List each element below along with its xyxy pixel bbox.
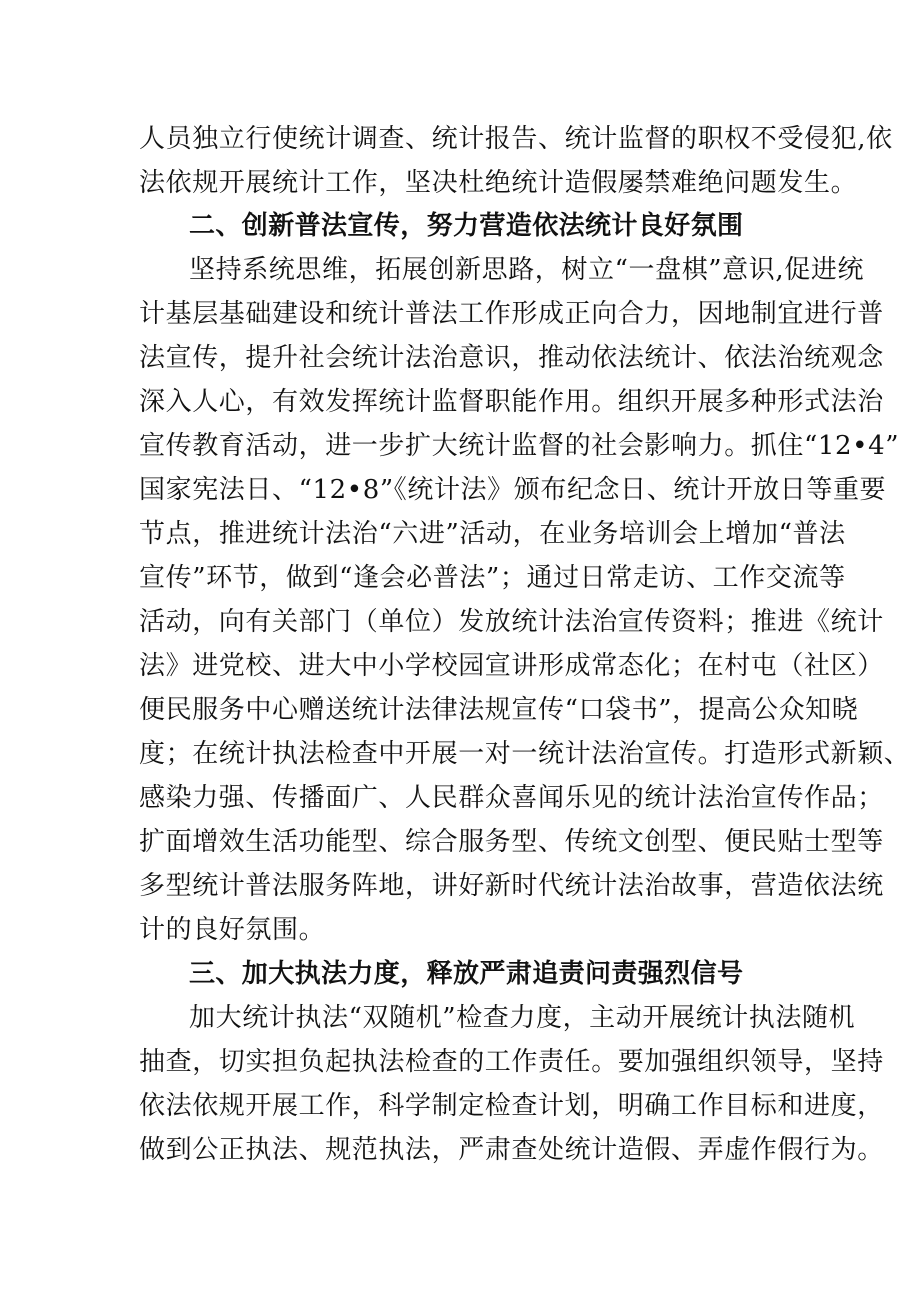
paragraph-line: 做到公正执法、规范执法，严肃查处统计造假、弄虚作假行为。	[139, 1135, 884, 1165]
paragraph-line: 法宣传，提升社会统计法治意识，推动依法统计、依法治统观念	[139, 343, 884, 373]
paragraph-line: 法依规开展统计工作，坚决杜绝统计造假屡禁难绝问题发生。	[139, 168, 858, 198]
paragraph-line: 扩面增效生活功能型、综合服务型、传统文创型、便民贴士型等	[139, 827, 884, 857]
paragraph-line: 计基层基础建设和统计普法工作形成正向合力，因地制宜进行普	[139, 299, 884, 329]
paragraph-line: 宣传教育活动，进一步扩大统计监督的社会影响力。抓住“12•4”	[139, 431, 900, 461]
paragraph-line: 抽查，切实担负起执法检查的工作责任。要加强组织领导，坚持	[139, 1047, 884, 1077]
paragraph-line: 节点，推进统计法治“六进”活动，在业务培训会上增加“普法	[139, 519, 846, 549]
paragraph-line: 坚持系统思维，拓展创新思路，树立“一盘棋”意识,促进统	[189, 255, 865, 285]
paragraph-line: 人员独立行使统计调查、统计报告、统计监督的职权不受侵犯,依	[139, 124, 893, 154]
paragraph-line: 宣传”环节，做到“逢会必普法”；通过日常走访、工作交流等	[139, 563, 846, 593]
paragraph-line: 国家宪法日、“12•8”《统计法》颁布纪念日、统计开放日等重要	[139, 475, 887, 505]
section-heading: 二、创新普法宣传，努力营造依法统计良好氛围	[189, 211, 744, 241]
paragraph-line: 依法依规开展工作，科学制定检查计划，明确工作目标和进度，	[139, 1091, 884, 1121]
paragraph-line: 活动，向有关部门（单位）发放统计法治宣传资料；推进《统计	[139, 607, 884, 637]
section-heading: 三、加大执法力度，释放严肃追责问责强烈信号	[189, 959, 744, 989]
paragraph-line: 法》进党校、进大中小学校园宣讲形成常态化；在村屯（社区）	[139, 651, 884, 681]
paragraph-line: 度；在统计执法检查中开展一对一统计法治宣传。打造形式新颖、	[139, 739, 911, 769]
paragraph-line: 便民服务中心赠送统计法律法规宣传“口袋书”，提高公众知晓	[139, 695, 859, 725]
paragraph-line: 多型统计普法服务阵地，讲好新时代统计法治故事，营造依法统	[139, 871, 884, 901]
paragraph-line: 深入人心，有效发挥统计监督职能作用。组织开展多种形式法治	[139, 387, 884, 417]
paragraph-line: 感染力强、传播面广、人民群众喜闻乐见的统计法治宣传作品；	[139, 783, 884, 813]
paragraph-line: 计的良好氛围。	[139, 915, 326, 945]
paragraph-line: 加大统计执法“双随机”检查力度，主动开展统计执法随机	[189, 1003, 856, 1033]
